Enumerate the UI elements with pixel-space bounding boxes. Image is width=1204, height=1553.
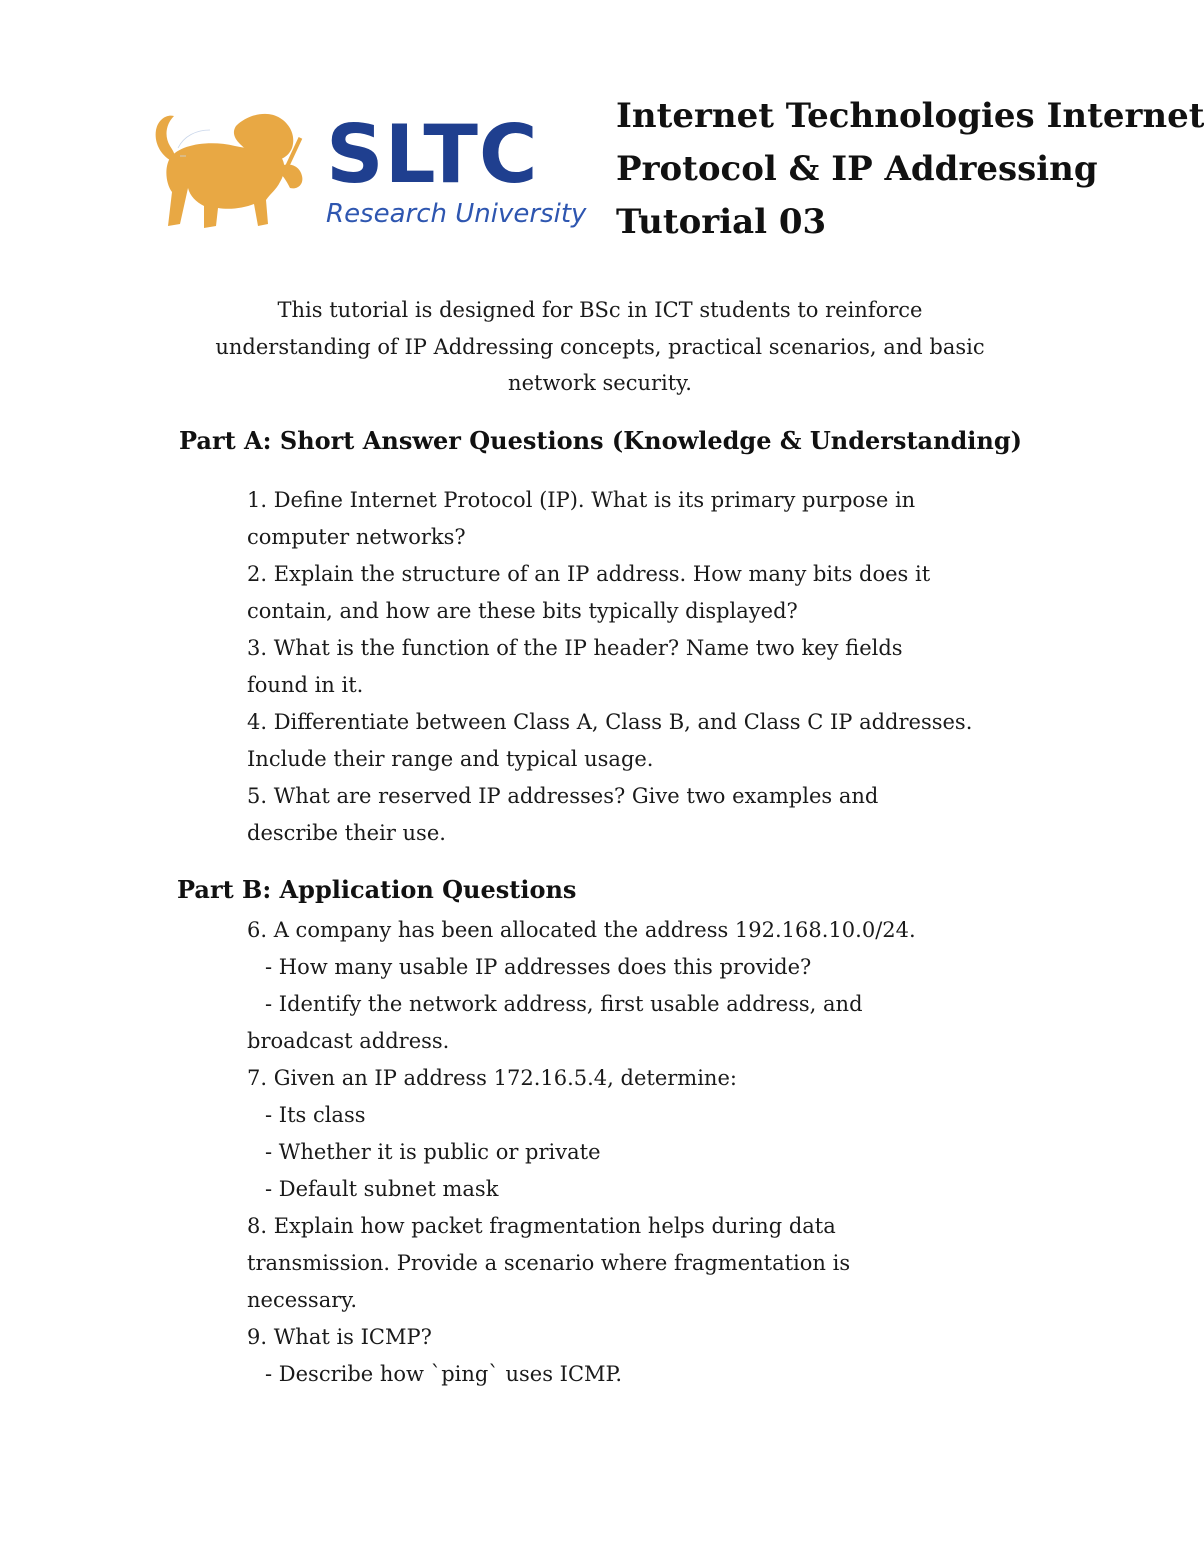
question-line: 7. Given an IP address 172.16.5.4, determine:	[247, 1066, 737, 1090]
question-line: found in it.	[247, 673, 364, 697]
question-line: 5. What are reserved IP addresses? Give two examples and	[247, 784, 879, 808]
intro-paragraph	[150, 292, 1050, 402]
question-line: 9. What is ICMP?	[247, 1325, 432, 1349]
lion-emblem-icon	[156, 114, 303, 228]
part-b-heading: Part B: Application Questions	[177, 875, 577, 904]
intro-line: network security.	[508, 371, 692, 395]
question-subline: - Default subnet mask	[265, 1177, 499, 1201]
question-line: contain, and how are these bits typically displayed?	[247, 599, 798, 623]
sltc-logo	[140, 96, 587, 236]
question-line: 2. Explain the structure of an IP address. How many bits does it	[247, 562, 931, 586]
question-line: 1. Define Internet Protocol (IP). What is its primary purpose in	[247, 488, 916, 512]
question-line: necessary.	[247, 1288, 358, 1312]
question-line: computer networks?	[247, 525, 466, 549]
part-a-heading: Part A: Short Answer Questions (Knowledge & Understanding)	[179, 426, 1023, 455]
question-line: 6. A company has been allocated the address 192.168.10.0/24.	[247, 918, 916, 942]
question-line: Include their range and typical usage.	[247, 747, 654, 771]
question-line: broadcast address.	[247, 1029, 450, 1053]
question-subline: - How many usable IP addresses does this provide?	[265, 955, 812, 979]
logo-tagline: Research University	[326, 199, 587, 229]
intro-line: understanding of IP Addressing concepts, practical scenarios, and basic	[215, 334, 985, 359]
question-subline: - Whether it is public or private	[265, 1140, 601, 1164]
question-subline: - Describe how `ping` uses ICMP.	[265, 1362, 623, 1386]
part-b-questions	[247, 912, 1047, 1393]
intro-line: This tutorial is designed for BSc in ICT students to reinforce	[277, 298, 923, 322]
logo-wordmark: SLTC	[326, 108, 539, 201]
question-line: transmission. Provide a scenario where fragmentation is	[247, 1251, 851, 1275]
part-a-questions	[247, 482, 1047, 852]
question-subline: - Identify the network address, first usable address, and	[265, 992, 863, 1016]
question-line: 8. Explain how packet fragmentation helps during data	[247, 1214, 836, 1238]
title-line: Internet Technologies Internet	[616, 96, 1204, 136]
question-subline: - Its class	[265, 1103, 366, 1127]
document-title	[616, 90, 1204, 249]
title-line: Protocol & IP Addressing	[616, 149, 1098, 189]
title-line: Tutorial 03	[616, 202, 827, 242]
question-line: 4. Differentiate between Class A, Class B, and Class C IP addresses.	[247, 710, 973, 734]
question-line: 3. What is the function of the IP header? Name two key fields	[247, 636, 903, 660]
question-line: describe their use.	[247, 821, 446, 845]
